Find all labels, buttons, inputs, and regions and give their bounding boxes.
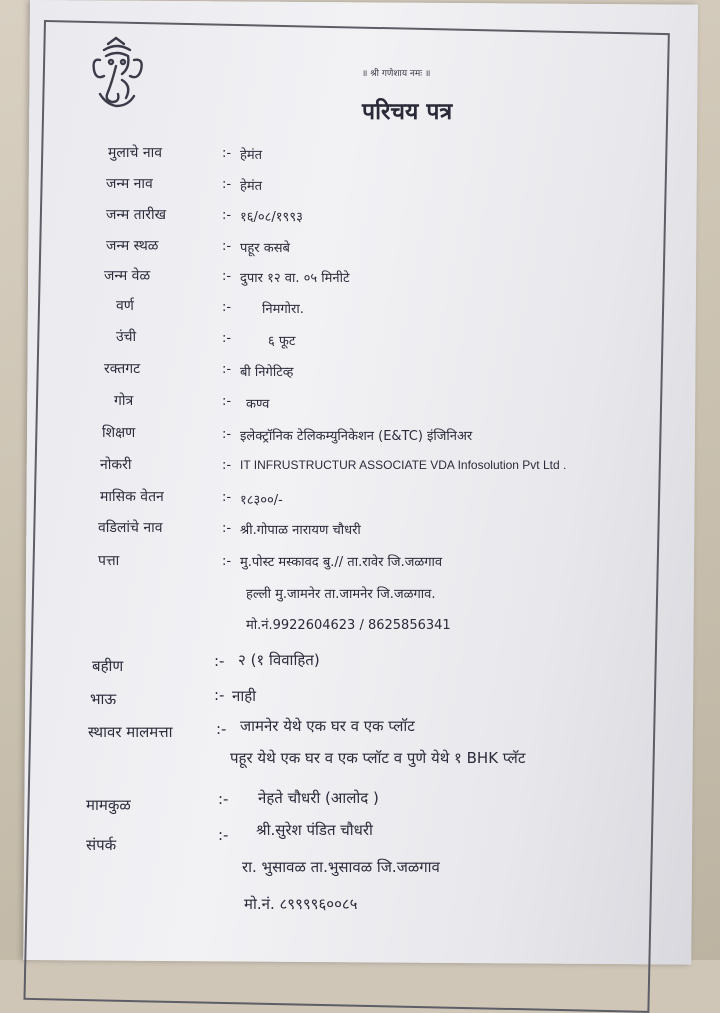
- field-value-education: इलेक्ट्रॉनिक टेलिकम्युनिकेशन (E&TC) इंजिनिअर: [240, 429, 473, 444]
- field-label-gotra: गोत्र: [114, 393, 134, 409]
- field-separator: :-: [216, 720, 227, 738]
- field-separator: :-: [222, 458, 232, 473]
- field-separator: :-: [222, 362, 232, 377]
- field-value-salary: १८३००/-: [240, 493, 283, 508]
- field-separator: :-: [222, 208, 232, 223]
- field-value-father-name: श्री.गोपाळ नारायण चौधरी: [240, 523, 361, 538]
- invocation-text: ॥ श्री गणेशाय नमः ॥: [362, 69, 431, 79]
- field-separator: :-: [222, 490, 232, 505]
- field-value-birth-time: दुपार १२ वा. ०५ मिनीटे: [240, 271, 350, 286]
- address-line-phone: मो.नं.9922604623 / 8625856341: [246, 618, 451, 633]
- field-value-birth-date: १६/०८/१९९३: [240, 210, 303, 225]
- field-separator: :-: [222, 300, 232, 315]
- contact-phone: मो.नं. ८९९९९६००८५: [244, 895, 358, 913]
- field-separator: :-: [222, 269, 232, 284]
- field-value-property: जामनेर येथे एक घर व एक प्लॉट: [240, 717, 415, 735]
- field-value-height: ६ फूट: [268, 334, 296, 349]
- field-separator: :-: [222, 554, 232, 569]
- field-label-father-name: वडिलांचे नाव: [98, 520, 163, 536]
- property-line-2: पहूर येथे एक घर व एक प्लॉट व पुणे येथे १ BHK प्लॅट: [230, 749, 526, 767]
- field-label-birth-date: जन्म तारीख: [106, 207, 167, 223]
- field-separator: :-: [222, 331, 232, 346]
- field-label-job: नोकरी: [100, 457, 132, 473]
- field-value-blood-group: बी निगेटिव्ह: [240, 365, 294, 380]
- field-separator: :-: [222, 146, 232, 161]
- field-label-name: मुलाचे नाव: [108, 145, 163, 161]
- field-value-gotra: कण्व: [246, 397, 270, 412]
- field-value-name: हेमंत: [240, 148, 263, 163]
- field-label-salary: मासिक वेतन: [100, 489, 164, 505]
- field-value-brothers: नाही: [232, 687, 257, 705]
- field-label-height: उंची: [116, 329, 137, 345]
- field-value-sisters: २ (१ विवाहित): [238, 651, 320, 669]
- field-separator: :-: [222, 239, 232, 254]
- field-label-sisters: बहीण: [92, 657, 124, 675]
- field-separator: :-: [222, 521, 232, 536]
- field-separator: :-: [222, 427, 232, 442]
- field-label-blood-group: रक्तगट: [104, 361, 141, 377]
- field-label-birth-time: जन्म वेळ: [104, 268, 151, 284]
- address-line-current: हल्ली मु.जामनेर ता.जामनेर जि.जळगाव.: [246, 587, 436, 602]
- field-value-address: मु.पोस्ट मस्कावद बु.// ता.रावेर जि.जळगाव: [240, 555, 443, 570]
- field-value-birth-name: हेमंत: [240, 179, 263, 194]
- field-label-birth-name: जन्म नाव: [106, 176, 153, 192]
- field-separator: :-: [214, 686, 225, 704]
- field-separator: :-: [214, 652, 225, 670]
- field-separator: :-: [222, 394, 232, 409]
- contact-name: श्री.सुरेश पंडित चौधरी: [256, 821, 373, 839]
- field-label-complexion: वर्ण: [116, 298, 134, 314]
- field-separator: :-: [218, 790, 229, 808]
- field-label-maternal-family: मामकुळ: [86, 796, 131, 814]
- ganesha-icon: [86, 36, 148, 110]
- field-value-birth-place: पहूर कसबे: [240, 241, 290, 256]
- field-separator: :-: [218, 826, 229, 844]
- field-label-birth-place: जन्म स्थळ: [106, 238, 159, 254]
- field-label-brothers: भाऊ: [90, 690, 117, 708]
- page-title: परिचय पत्र: [362, 98, 453, 125]
- contact-address: रा. भुसावळ ता.भुसावळ जि.जळगाव: [242, 858, 440, 876]
- field-label-education: शिक्षण: [102, 425, 136, 441]
- field-value-job: IT INFRUSTRUCTUR ASSOCIATE VDA Infosolution Pvt Ltd .: [240, 458, 567, 472]
- field-label-address: पत्ता: [98, 553, 120, 569]
- field-value-maternal-family: नेहते चौधरी (आलोद ): [258, 789, 379, 807]
- field-label-contact: संपर्क: [86, 836, 117, 854]
- field-separator: :-: [222, 177, 232, 192]
- field-value-complexion: निमगोरा.: [262, 302, 304, 317]
- field-label-property: स्थावर मालमत्ता: [88, 723, 173, 741]
